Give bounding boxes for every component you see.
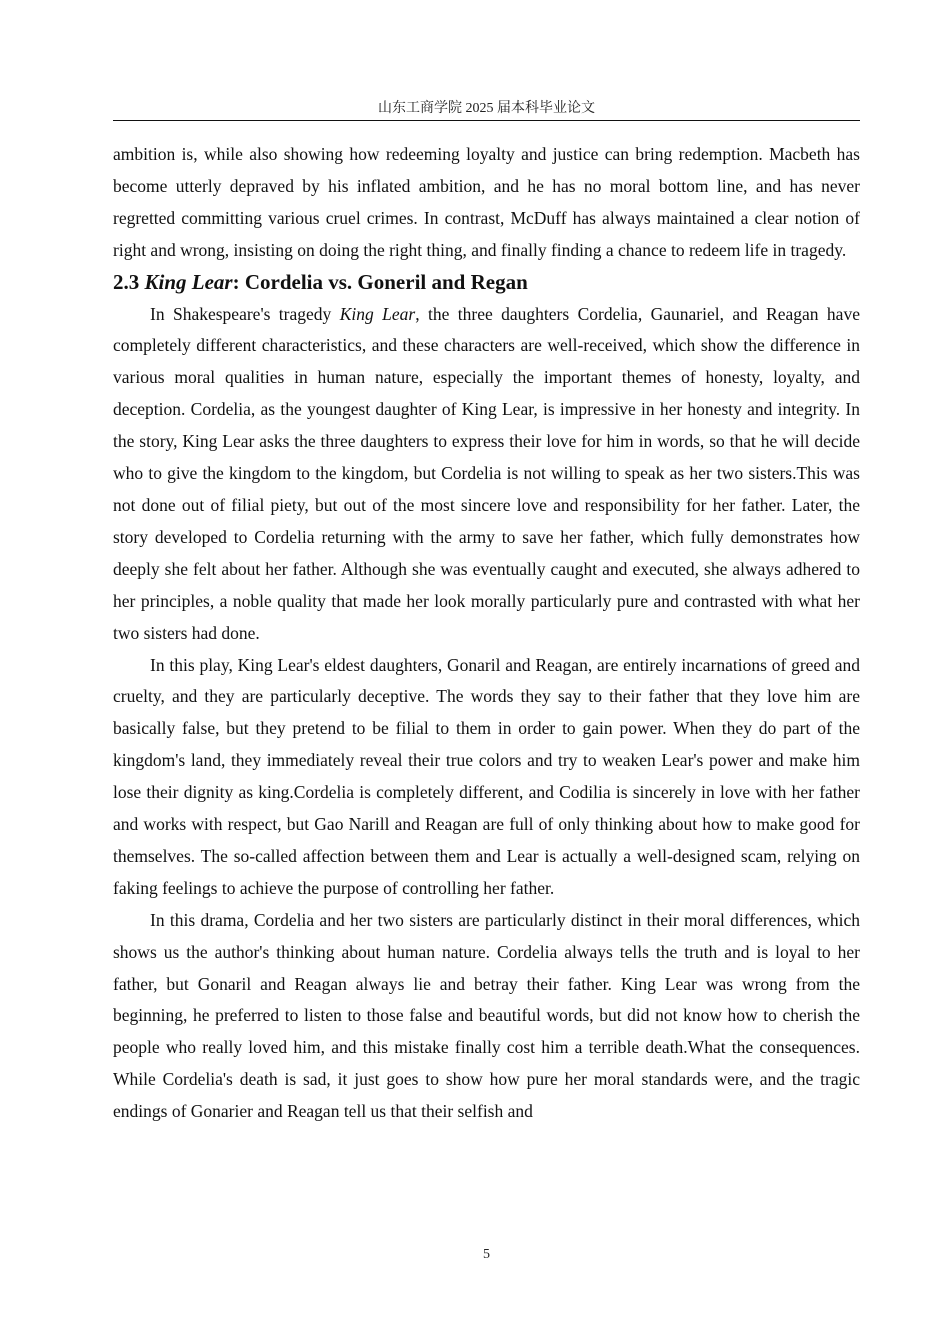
section-heading (113, 267, 860, 299)
paragraph-continuation: ambition is, while also showing how redeeming loyalty and justice can bring redemption. Macbeth has become utterly depraved by his inflated ambition, and he has no moral bottom line, and has never regretted committing various cruel crimes. In contrast, McDuff has always maintained a clear notion of right and wrong, insisting on doing the right thing, and finally finding a chance to redeem life in tragedy. (113, 144, 860, 260)
header-rule (113, 120, 860, 121)
play-title-italic: King Lear (339, 303, 416, 324)
page-body (113, 139, 860, 1128)
section-title-italic: King Lear (144, 269, 233, 294)
page-header: 山东工商学院 2025 届本科毕业论文 (378, 101, 595, 116)
page-number: 5 (483, 1247, 490, 1262)
paragraph-cordelia-lead: In Shakespeare's tragedy (150, 303, 340, 324)
paragraph-cordelia-rest: , the three daughters Cordelia, Gaunariel, and Reagan have completely different characteristics, and these characters are well-received, which show the difference in various moral qualities in human nature, especially the important themes of honesty, loyalty, and deception. Cordelia, as the youngest daughter of King Lear, is impressive in her honesty and integrity. In the story, King Lear asks the three daughters to express their love for him in words, so that he will decide who to give the kingdom to the kingdom, but Cordelia is not willing to speak as her two sisters.This was not done out of filial piety, but out of the most sincere love and responsibility for her father. Later, the story developed to Cordelia returning with the army to save her father, which fully demonstrates how deeply she felt about her father. Although she was eventually caught and executed, she always adhered to her principles, a noble quality that made her look morally particularly pure and contrasted with what her two sisters had done. (113, 303, 860, 643)
paragraph-sisters: In this play, King Lear's eldest daughters, Gonaril and Reagan, are entirely incarnations of greed and cruelty, and they are particularly deceptive. The words they say to their father that they love him are basically false, but they pretend to be filial to them in order to gain power. When they do part of the kingdom's land, they immediately reveal their true colors and try to weaken Lear's power and make him lose their dignity as king.Cordelia is completely different, and Codilia is sincerely in love with her father and works with respect, but Gao Narill and Reagan are full of only thinking about how to make good for themselves. The so-called affection between them and Lear is actually a well-designed scam, relying on faking feelings to achieve the purpose of controlling her father. (113, 654, 860, 898)
section-number: 2.3 (113, 269, 145, 294)
paragraph-moral-differences: In this drama, Cordelia and her two sisters are particularly distinct in their moral differences, which shows us the author's thinking about human nature. Cordelia always tells the truth and is loyal to her father, but Gonaril and Reagan always lie and betray their father. King Lear was wrong from the beginning, he preferred to listen to those false and beautiful words, but did not know how to cherish the people who really loved him, and this mistake finally cost him a terrible death.What the consequences. While Cordelia's death is sad, it just goes to show how pure her moral standards were, and the tragic endings of Gonarier and Reagan tell us that their selfish and (113, 909, 860, 1122)
section-title-rest: : Cordelia vs. Goneril and Regan (232, 269, 528, 294)
paragraph-cordelia (113, 299, 860, 650)
